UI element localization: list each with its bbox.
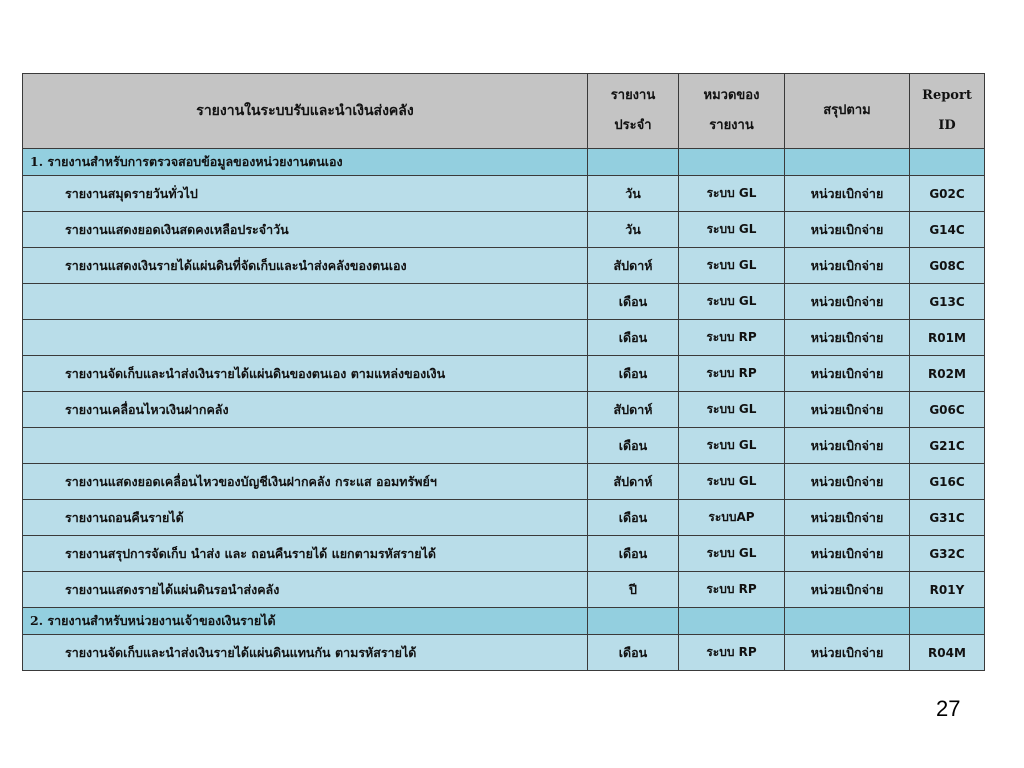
- report-category: ระบบ GL: [679, 464, 785, 500]
- report-description: รายงานจัดเก็บและนำส่งเงินรายได้แผ่นดินของตนเอง ตามแหล่งของเงิน: [23, 356, 588, 392]
- report-category: ระบบ RP: [679, 320, 785, 356]
- report-frequency: วัน: [588, 212, 679, 248]
- table-row: [23, 536, 985, 572]
- report-id: R04M: [910, 635, 985, 671]
- table-row: [23, 464, 985, 500]
- report-summary: หน่วยเบิกจ่าย: [785, 500, 910, 536]
- report-category: ระบบ RP: [679, 635, 785, 671]
- report-table: [22, 73, 985, 671]
- header-report-id: [910, 74, 985, 149]
- report-summary: หน่วยเบิกจ่าย: [785, 464, 910, 500]
- report-description: รายงานแสดงยอดเคลื่อนไหวของบัญชีเงินฝากคลัง กระแส ออมทรัพย์ฯ: [23, 464, 588, 500]
- report-description: [23, 284, 588, 320]
- report-id: G32C: [910, 536, 985, 572]
- header-frequency: [588, 74, 679, 149]
- report-description: 1. รายงานสำหรับการตรวจสอบข้อมูลของหน่วยงานตนเอง: [23, 149, 588, 176]
- report-id: R01Y: [910, 572, 985, 608]
- report-frequency: เดือน: [588, 500, 679, 536]
- report-category: ระบบ GL: [679, 284, 785, 320]
- header-category: [679, 74, 785, 149]
- report-description: รายงานแสดงเงินรายได้แผ่นดินที่จัดเก็บและนำส่งคลังของตนเอง: [23, 248, 588, 284]
- table-body: [23, 149, 985, 671]
- report-frequency: เดือน: [588, 320, 679, 356]
- report-frequency: สัปดาห์: [588, 464, 679, 500]
- report-summary: หน่วยเบิกจ่าย: [785, 320, 910, 356]
- report-id: G14C: [910, 212, 985, 248]
- header-category-line1: หมวดของ: [703, 88, 760, 103]
- report-frequency: เดือน: [588, 635, 679, 671]
- report-id: [910, 149, 985, 176]
- report-description: 2. รายงานสำหรับหน่วยงานเจ้าของเงินรายได้: [23, 608, 588, 635]
- report-frequency: เดือน: [588, 356, 679, 392]
- report-category: ระบบAP: [679, 500, 785, 536]
- report-summary: หน่วยเบิกจ่าย: [785, 536, 910, 572]
- table-row: [23, 176, 985, 212]
- section-header-row: [23, 149, 985, 176]
- table-row: [23, 635, 985, 671]
- report-description: รายงานเคลื่อนไหวเงินฝากคลัง: [23, 392, 588, 428]
- report-frequency: [588, 149, 679, 176]
- section-header-row: [23, 608, 985, 635]
- header-category-line2: รายงาน: [709, 118, 754, 133]
- report-summary: หน่วยเบิกจ่าย: [785, 176, 910, 212]
- report-id: R02M: [910, 356, 985, 392]
- report-description: [23, 320, 588, 356]
- table-row: [23, 284, 985, 320]
- report-description: [23, 428, 588, 464]
- report-frequency: เดือน: [588, 536, 679, 572]
- header-report-id-line2: ID: [938, 118, 956, 133]
- report-summary: [785, 149, 910, 176]
- report-category: ระบบ GL: [679, 212, 785, 248]
- report-id: R01M: [910, 320, 985, 356]
- header-report-id-line1: Report: [922, 88, 972, 103]
- report-summary: หน่วยเบิกจ่าย: [785, 284, 910, 320]
- report-id: G13C: [910, 284, 985, 320]
- report-category: ระบบ GL: [679, 392, 785, 428]
- table-header-row: [23, 74, 985, 149]
- header-summary: สรุปตาม: [785, 74, 910, 149]
- report-summary: หน่วยเบิกจ่าย: [785, 428, 910, 464]
- report-category: ระบบ GL: [679, 536, 785, 572]
- page-number: 27: [936, 696, 961, 721]
- report-summary: หน่วยเบิกจ่าย: [785, 212, 910, 248]
- report-id: G08C: [910, 248, 985, 284]
- table-row: [23, 356, 985, 392]
- report-summary: หน่วยเบิกจ่าย: [785, 356, 910, 392]
- report-id: [910, 608, 985, 635]
- report-id: G06C: [910, 392, 985, 428]
- report-category: ระบบ RP: [679, 356, 785, 392]
- report-category: [679, 149, 785, 176]
- report-description: รายงานสรุปการจัดเก็บ นำส่ง และ ถอนคืนรายได้ แยกตามรหัสรายได้: [23, 536, 588, 572]
- report-id: G31C: [910, 500, 985, 536]
- report-category: ระบบ GL: [679, 176, 785, 212]
- report-description: รายงานแสดงยอดเงินสดคงเหลือประจำวัน: [23, 212, 588, 248]
- report-summary: หน่วยเบิกจ่าย: [785, 392, 910, 428]
- report-id: G16C: [910, 464, 985, 500]
- report-frequency: วัน: [588, 176, 679, 212]
- report-frequency: เดือน: [588, 284, 679, 320]
- report-frequency: สัปดาห์: [588, 248, 679, 284]
- report-frequency: [588, 608, 679, 635]
- report-summary: หน่วยเบิกจ่าย: [785, 572, 910, 608]
- table-row: [23, 248, 985, 284]
- report-summary: [785, 608, 910, 635]
- report-summary: หน่วยเบิกจ่าย: [785, 635, 910, 671]
- table-row: [23, 392, 985, 428]
- table-row: [23, 428, 985, 464]
- header-description: รายงานในระบบรับและนำเงินส่งคลัง: [23, 74, 588, 149]
- report-description: รายงานสมุดรายวันทั่วไป: [23, 176, 588, 212]
- header-frequency-line1: รายงาน: [610, 88, 656, 103]
- report-frequency: เดือน: [588, 428, 679, 464]
- report-frequency: ปี: [588, 572, 679, 608]
- table-row: [23, 320, 985, 356]
- report-category: ระบบ GL: [679, 248, 785, 284]
- report-id: G02C: [910, 176, 985, 212]
- report-category: [679, 608, 785, 635]
- table-row: [23, 572, 985, 608]
- report-category: ระบบ RP: [679, 572, 785, 608]
- report-summary: หน่วยเบิกจ่าย: [785, 248, 910, 284]
- report-description: รายงานแสดงรายได้แผ่นดินรอนำส่งคลัง: [23, 572, 588, 608]
- report-description: รายงานถอนคืนรายได้: [23, 500, 588, 536]
- table-row: [23, 212, 985, 248]
- table-row: [23, 500, 985, 536]
- report-description: รายงานจัดเก็บและนำส่งเงินรายได้แผ่นดินแทนกัน ตามรหัสรายได้: [23, 635, 588, 671]
- report-category: ระบบ GL: [679, 428, 785, 464]
- report-id: G21C: [910, 428, 985, 464]
- report-frequency: สัปดาห์: [588, 392, 679, 428]
- header-frequency-line2: ประจำ: [614, 118, 652, 133]
